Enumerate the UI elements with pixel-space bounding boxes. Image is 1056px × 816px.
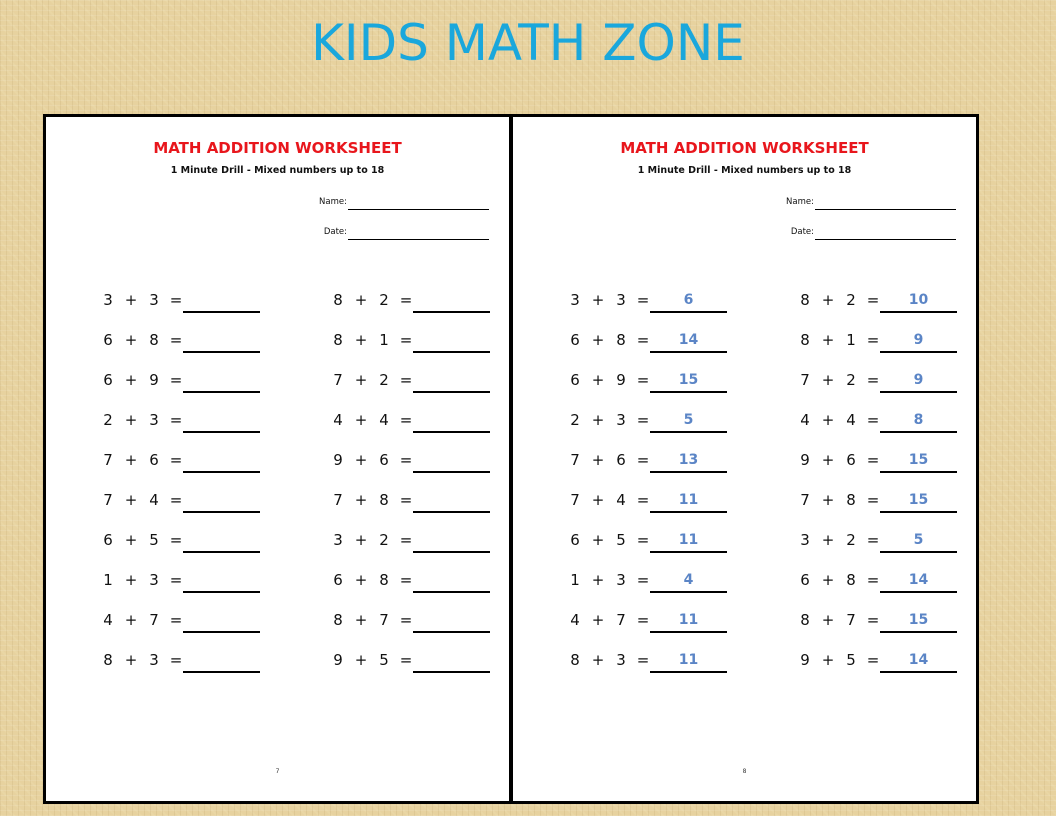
equals-sign: = (169, 331, 183, 349)
addend-1: 3 (800, 531, 810, 549)
problem-column-1 (100, 291, 320, 691)
addend-1: 6 (103, 331, 113, 349)
problem-row (100, 611, 320, 651)
addend-2: 8 (379, 491, 389, 509)
plus-sign: + (821, 651, 835, 669)
plus-sign: + (821, 451, 835, 469)
plus-sign: + (124, 611, 138, 629)
answer-blank[interactable] (413, 351, 490, 353)
problem-row (100, 531, 320, 571)
problem-row (100, 491, 320, 531)
answer-blank[interactable] (183, 471, 260, 473)
addend-2: 6 (149, 451, 159, 469)
answer-blank[interactable] (183, 431, 260, 433)
answer-blank[interactable] (650, 351, 727, 353)
answer-value: 15 (678, 372, 699, 388)
addend-2: 5 (379, 651, 389, 669)
equals-sign: = (636, 331, 650, 349)
equals-sign: = (866, 571, 880, 589)
equals-sign: = (636, 491, 650, 509)
addend-2: 5 (846, 651, 856, 669)
addend-1: 9 (333, 651, 343, 669)
addend-1: 7 (103, 491, 113, 509)
problem-row (797, 571, 1017, 611)
answer-blank[interactable] (183, 391, 260, 393)
addend-1: 7 (103, 451, 113, 469)
plus-sign: + (821, 611, 835, 629)
problem-column-1 (567, 291, 787, 691)
plus-sign: + (124, 291, 138, 309)
addend-1: 6 (570, 371, 580, 389)
plus-sign: + (591, 291, 605, 309)
addend-2: 4 (379, 411, 389, 429)
answer-value: 11 (678, 612, 699, 628)
equals-sign: = (866, 491, 880, 509)
addend-1: 8 (333, 331, 343, 349)
addend-1: 6 (103, 531, 113, 549)
addend-2: 7 (149, 611, 159, 629)
problem-row (797, 411, 1017, 451)
problem-row (797, 291, 1017, 331)
problem-column-2 (797, 291, 1017, 691)
plus-sign: + (591, 451, 605, 469)
answer-value: 13 (678, 452, 699, 468)
answer-blank[interactable] (650, 471, 727, 473)
addend-1: 6 (333, 571, 343, 589)
answer-blank[interactable] (413, 391, 490, 393)
answer-blank[interactable] (880, 631, 957, 633)
answer-value: 11 (678, 532, 699, 548)
plus-sign: + (591, 491, 605, 509)
addend-2: 6 (379, 451, 389, 469)
addend-1: 8 (800, 291, 810, 309)
equals-sign: = (169, 611, 183, 629)
problem-row (100, 371, 320, 411)
plus-sign: + (354, 451, 368, 469)
answer-blank[interactable] (183, 551, 260, 553)
name-line[interactable] (348, 209, 489, 210)
answer-blank[interactable] (880, 311, 957, 313)
addend-2: 4 (149, 491, 159, 509)
equals-sign: = (169, 531, 183, 549)
plus-sign: + (354, 411, 368, 429)
answer-blank[interactable] (413, 591, 490, 593)
problem-row (567, 531, 787, 571)
plus-sign: + (354, 571, 368, 589)
answer-value: 11 (678, 652, 699, 668)
addend-1: 7 (333, 371, 343, 389)
equals-sign: = (636, 411, 650, 429)
date-line[interactable] (815, 239, 956, 240)
addend-1: 6 (800, 571, 810, 589)
problem-row (797, 331, 1017, 371)
plus-sign: + (821, 491, 835, 509)
answer-value: 9 (913, 372, 924, 388)
plus-sign: + (591, 571, 605, 589)
answer-blank[interactable] (413, 311, 490, 313)
equals-sign: = (866, 411, 880, 429)
equals-sign: = (169, 491, 183, 509)
answer-blank[interactable] (880, 671, 957, 673)
plus-sign: + (354, 531, 368, 549)
plus-sign: + (124, 491, 138, 509)
problem-row (797, 371, 1017, 411)
answer-blank[interactable] (880, 511, 957, 513)
addend-1: 8 (333, 611, 343, 629)
addend-2: 4 (846, 411, 856, 429)
name-line[interactable] (815, 209, 956, 210)
addend-1: 7 (570, 491, 580, 509)
equals-sign: = (399, 651, 413, 669)
problem-row (567, 331, 787, 371)
answer-blank[interactable] (183, 631, 260, 633)
addend-1: 7 (800, 371, 810, 389)
equals-sign: = (169, 371, 183, 389)
problem-row (567, 371, 787, 411)
addend-2: 2 (846, 531, 856, 549)
plus-sign: + (124, 451, 138, 469)
addend-2: 1 (379, 331, 389, 349)
equals-sign: = (399, 371, 413, 389)
addend-2: 5 (616, 531, 626, 549)
plus-sign: + (354, 611, 368, 629)
equals-sign: = (399, 611, 413, 629)
plus-sign: + (591, 611, 605, 629)
answer-value: 9 (913, 332, 924, 348)
answer-blank[interactable] (183, 671, 260, 673)
answer-blank[interactable] (183, 591, 260, 593)
answer-value: 4 (683, 572, 694, 588)
plus-sign: + (124, 411, 138, 429)
equals-sign: = (399, 451, 413, 469)
answer-blank[interactable] (413, 671, 490, 673)
answer-blank[interactable] (650, 671, 727, 673)
equals-sign: = (866, 651, 880, 669)
equals-sign: = (866, 331, 880, 349)
addend-1: 7 (333, 491, 343, 509)
plus-sign: + (591, 651, 605, 669)
equals-sign: = (399, 331, 413, 349)
addend-2: 3 (616, 651, 626, 669)
addend-1: 8 (800, 331, 810, 349)
addend-1: 3 (103, 291, 113, 309)
plus-sign: + (821, 531, 835, 549)
plus-sign: + (591, 331, 605, 349)
addend-1: 9 (800, 651, 810, 669)
addend-2: 3 (149, 411, 159, 429)
equals-sign: = (636, 451, 650, 469)
addend-2: 2 (379, 531, 389, 549)
addend-2: 2 (846, 291, 856, 309)
answer-value: 14 (678, 332, 699, 348)
worksheet-title: MATH ADDITION WORKSHEET (153, 139, 402, 157)
problem-row (567, 411, 787, 451)
answer-blank[interactable] (880, 551, 957, 553)
problem-row (797, 611, 1017, 651)
equals-sign: = (169, 651, 183, 669)
problem-row (797, 531, 1017, 571)
banner-title: KIDS MATH ZONE (311, 14, 745, 72)
answer-blank[interactable] (880, 391, 957, 393)
equals-sign: = (866, 291, 880, 309)
plus-sign: + (821, 291, 835, 309)
problem-row (797, 451, 1017, 491)
equals-sign: = (636, 651, 650, 669)
addend-2: 3 (149, 651, 159, 669)
plus-sign: + (821, 331, 835, 349)
plus-sign: + (821, 371, 835, 389)
equals-sign: = (399, 291, 413, 309)
plus-sign: + (591, 411, 605, 429)
addend-2: 2 (379, 371, 389, 389)
answer-value: 15 (908, 492, 929, 508)
addend-1: 1 (103, 571, 113, 589)
addend-2: 8 (846, 571, 856, 589)
name-label: Name: (319, 197, 347, 207)
addend-2: 3 (616, 291, 626, 309)
answer-blank[interactable] (650, 311, 727, 313)
addend-2: 9 (616, 371, 626, 389)
addend-1: 6 (570, 531, 580, 549)
addend-2: 7 (379, 611, 389, 629)
plus-sign: + (354, 331, 368, 349)
addend-2: 2 (846, 371, 856, 389)
plus-sign: + (124, 371, 138, 389)
addend-2: 7 (616, 611, 626, 629)
addend-1: 4 (570, 611, 580, 629)
answer-value: 10 (908, 292, 929, 308)
equals-sign: = (169, 411, 183, 429)
problem-row (100, 411, 320, 451)
problem-row (100, 331, 320, 371)
plus-sign: + (354, 371, 368, 389)
addend-2: 1 (846, 331, 856, 349)
addend-1: 8 (103, 651, 113, 669)
answer-blank[interactable] (413, 431, 490, 433)
worksheet-subtitle: 1 Minute Drill - Mixed numbers up to 18 (170, 165, 385, 176)
problem-row (100, 571, 320, 611)
addend-1: 6 (570, 331, 580, 349)
equals-sign: = (169, 291, 183, 309)
addend-1: 2 (103, 411, 113, 429)
answer-blank[interactable] (880, 471, 957, 473)
addend-1: 8 (570, 651, 580, 669)
equals-sign: = (866, 531, 880, 549)
addend-2: 4 (616, 491, 626, 509)
problem-row (567, 451, 787, 491)
addend-2: 9 (149, 371, 159, 389)
addend-1: 9 (333, 451, 343, 469)
addend-2: 7 (846, 611, 856, 629)
plus-sign: + (591, 371, 605, 389)
answer-value: 14 (908, 652, 929, 668)
plus-sign: + (124, 651, 138, 669)
addend-2: 8 (149, 331, 159, 349)
addend-2: 3 (149, 571, 159, 589)
addend-1: 2 (570, 411, 580, 429)
addend-1: 1 (570, 571, 580, 589)
equals-sign: = (399, 491, 413, 509)
plus-sign: + (591, 531, 605, 549)
answer-value: 14 (908, 572, 929, 588)
plus-sign: + (354, 651, 368, 669)
problem-row (567, 571, 787, 611)
addend-1: 9 (800, 451, 810, 469)
problem-row (797, 651, 1017, 691)
addend-1: 6 (103, 371, 113, 389)
equals-sign: = (169, 451, 183, 469)
answer-value: 5 (913, 532, 924, 548)
answer-value: 15 (908, 452, 929, 468)
page-number: 8 (742, 768, 747, 775)
problem-row (797, 491, 1017, 531)
plus-sign: + (821, 411, 835, 429)
answer-value: 6 (683, 292, 694, 308)
problem-row (567, 291, 787, 331)
equals-sign: = (636, 531, 650, 549)
date-label: Date: (790, 227, 814, 237)
answer-blank[interactable] (650, 591, 727, 593)
plus-sign: + (821, 571, 835, 589)
plus-sign: + (124, 531, 138, 549)
problem-row (100, 451, 320, 491)
problem-row (567, 491, 787, 531)
answer-blank[interactable] (183, 511, 260, 513)
addend-1: 7 (570, 451, 580, 469)
equals-sign: = (636, 571, 650, 589)
addend-2: 6 (846, 451, 856, 469)
answer-blank[interactable] (183, 311, 260, 313)
worksheet-page-right (510, 114, 979, 804)
addend-2: 6 (616, 451, 626, 469)
answer-blank[interactable] (650, 631, 727, 633)
addend-1: 3 (333, 531, 343, 549)
worksheet-page-left (43, 114, 512, 804)
plus-sign: + (354, 291, 368, 309)
addend-1: 4 (333, 411, 343, 429)
addend-1: 4 (103, 611, 113, 629)
addend-2: 3 (616, 411, 626, 429)
problem-row (100, 291, 320, 331)
answer-blank[interactable] (413, 631, 490, 633)
addend-2: 2 (379, 291, 389, 309)
worksheet-subtitle: 1 Minute Drill - Mixed numbers up to 18 (637, 165, 852, 176)
plus-sign: + (124, 331, 138, 349)
date-line[interactable] (348, 239, 489, 240)
equals-sign: = (866, 371, 880, 389)
equals-sign: = (399, 411, 413, 429)
name-label: Name: (786, 197, 814, 207)
problem-row (567, 651, 787, 691)
addend-2: 3 (149, 291, 159, 309)
answer-value: 15 (908, 612, 929, 628)
date-label: Date: (323, 227, 347, 237)
answer-blank[interactable] (650, 431, 727, 433)
addend-1: 3 (570, 291, 580, 309)
problem-row (567, 611, 787, 651)
addend-2: 8 (846, 491, 856, 509)
addend-1: 8 (800, 611, 810, 629)
plus-sign: + (124, 571, 138, 589)
addend-1: 4 (800, 411, 810, 429)
equals-sign: = (399, 571, 413, 589)
worksheet-title: MATH ADDITION WORKSHEET (620, 139, 869, 157)
equals-sign: = (399, 531, 413, 549)
answer-blank[interactable] (413, 551, 490, 553)
addend-2: 8 (616, 331, 626, 349)
answer-blank[interactable] (413, 471, 490, 473)
addend-1: 7 (800, 491, 810, 509)
equals-sign: = (636, 371, 650, 389)
answer-value: 11 (678, 492, 699, 508)
answer-blank[interactable] (183, 351, 260, 353)
addend-2: 5 (149, 531, 159, 549)
page-number: 7 (275, 768, 280, 775)
equals-sign: = (636, 291, 650, 309)
answer-blank[interactable] (880, 431, 957, 433)
answer-blank[interactable] (880, 591, 957, 593)
answer-value: 5 (683, 412, 694, 428)
answer-blank[interactable] (650, 511, 727, 513)
equals-sign: = (169, 571, 183, 589)
equals-sign: = (866, 611, 880, 629)
equals-sign: = (866, 451, 880, 469)
answer-blank[interactable] (880, 351, 957, 353)
answer-blank[interactable] (650, 391, 727, 393)
answer-blank[interactable] (413, 511, 490, 513)
addend-1: 8 (333, 291, 343, 309)
addend-2: 3 (616, 571, 626, 589)
equals-sign: = (636, 611, 650, 629)
problem-row (100, 651, 320, 691)
answer-blank[interactable] (650, 551, 727, 553)
addend-2: 8 (379, 571, 389, 589)
plus-sign: + (354, 491, 368, 509)
answer-value: 8 (913, 412, 924, 428)
